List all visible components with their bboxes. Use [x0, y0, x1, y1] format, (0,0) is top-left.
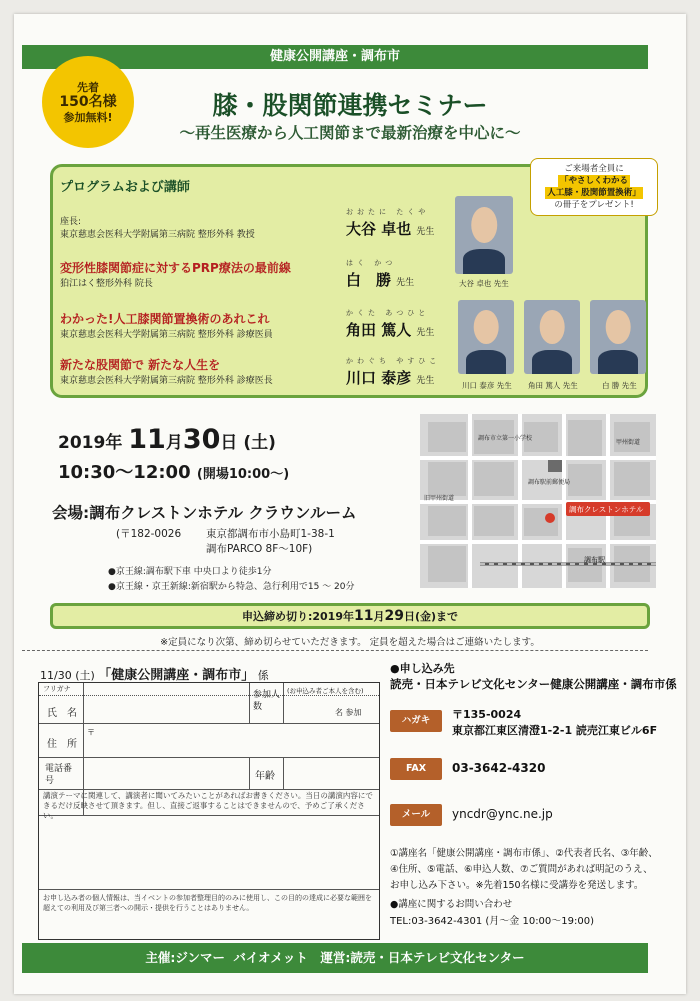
lecture2-suffix: 先生: [416, 328, 435, 338]
badge-line3: 参加無料!: [63, 110, 113, 124]
question-field[interactable]: [41, 817, 377, 887]
application-form: [38, 682, 380, 940]
badge-line1: 先着: [77, 80, 99, 94]
lecture3-affiliation: 東京慈恵会医科大学附属第三病院 整形外科 診療医長: [60, 376, 273, 386]
badge-line2: 150名様: [59, 93, 117, 110]
form-title-right: 係: [257, 669, 269, 682]
lecture1-affiliation: 狛江はく整形外科 院長: [60, 279, 153, 289]
photo-otani: [455, 196, 513, 274]
venue-address1: 東京都調布市小島町1-38-1: [206, 528, 335, 540]
venue-address2: 調布PARCO 8F〜10F): [206, 543, 313, 555]
name-field[interactable]: [85, 696, 247, 722]
chair-affiliation: 東京慈恵会医科大学附属第三病院 整形外科 教授: [60, 230, 255, 240]
event-month-unit: 月: [165, 433, 183, 453]
attend-note: (お申込み者ご本人を含む): [287, 687, 364, 695]
lecture2-name: 角田 篤人: [346, 321, 412, 339]
age-label: 年齢: [255, 771, 275, 782]
lecture2-title: わかった!人工膝関節置換術のあれこれ: [60, 312, 270, 326]
event-day-unit: 日: [220, 433, 238, 453]
venue-label: 会場: [52, 504, 84, 522]
map-station-label: 調布駅: [584, 556, 605, 564]
gift-line3: 人工膝・股関節置換術」: [547, 188, 641, 198]
venue-row: 会場:調布クレストンホテル クラウンルーム: [52, 504, 357, 522]
lecture3-suffix: 先生: [416, 376, 435, 386]
gift-line2: 「やさしくわかる: [559, 176, 628, 186]
map-hotel-label: 調布クレストンホテル: [569, 505, 644, 514]
caption-otani: 大谷 卓也 先生: [459, 279, 509, 288]
cut-line: [22, 650, 648, 651]
event-time: 10:30〜12:00: [58, 462, 191, 483]
deadline-banner: [50, 603, 650, 629]
address-label: 住 所: [47, 739, 77, 750]
lecture3-name: 川口 泰彦: [346, 369, 412, 387]
map-school-label: 調布市立第一小学校: [478, 435, 533, 442]
lecture1-name: 白 勝: [346, 271, 392, 289]
photo-kawaguchi: [458, 300, 514, 374]
privacy-note: お申し込み者の個人情報は、当イベントの参加者整理目的のみに使用し、この目的の達成に必要な範囲を超えての利用及び第三者への開示・提供を行うことはありません。: [43, 894, 372, 912]
photo-haku: [590, 300, 646, 374]
deadline-suffix: (金)まで: [414, 610, 459, 623]
event-date: [58, 424, 276, 455]
sponsor-banner: 主催:ジンマー バイオメット 運営:読売・日本テレビ文化センター: [22, 943, 648, 973]
contact-tel: TEL:03-3642-4301 (月〜金 10:00〜19:00): [390, 916, 595, 927]
address-postal-mark: 〒: [87, 728, 95, 737]
lecture2-speaker: [346, 319, 434, 340]
deadline-note: ※定員になり次第、締め切らせていただきます。 定員を超えた場合はご連絡いたします。: [160, 637, 540, 648]
instruction-line2: ④住所、⑤電話、⑥申込人数、⑦ご質問があれば明記のうえ、: [390, 864, 653, 875]
event-doors: (開場10:00〜): [196, 467, 290, 482]
hagaki-address: 東京都江東区清澄1-2-1 読売江東ビル6F: [452, 724, 658, 737]
lecture3-title: 新たな股関節で 新たな人生を: [60, 358, 221, 372]
gift-line1: ご来場者全員に: [564, 164, 624, 174]
lecture3-furigana: かわぐち やすひこ: [346, 357, 441, 365]
photo-kakuta: [524, 300, 580, 374]
event-year: 2019年: [58, 433, 123, 453]
caption-haku: 白 勝 先生: [602, 381, 637, 390]
chair-furigana: おおたに たくや: [346, 208, 430, 216]
event-time-row: [58, 458, 289, 484]
deadline-day-unit: 日: [403, 610, 415, 623]
deadline-prefix: 申込締め切り:2019年: [241, 610, 354, 623]
lecture1-furigana: はく かつ: [346, 259, 397, 267]
age-field[interactable]: [285, 759, 377, 787]
attend-label: 参加人数: [253, 690, 281, 712]
lecture1-title: 変形性膝関節症に対するPRP療法の最前線: [60, 261, 291, 275]
attend-unit: 名 参加: [335, 708, 362, 717]
apply-header: ●申し込み先: [390, 662, 455, 675]
map-koshu-label: 甲州街道: [616, 439, 641, 446]
address-field[interactable]: [85, 725, 377, 755]
deadline-month: 11: [353, 608, 374, 624]
contact-header: ●講座に関するお問い合わせ: [390, 899, 513, 910]
series-banner: 健康公開講座・調布市: [22, 45, 648, 69]
mail-address[interactable]: yncdr@ync.ne.jp: [452, 807, 553, 821]
lecture3-speaker: [346, 367, 434, 388]
name-label: 氏 名: [47, 708, 77, 719]
chair-label: 座長:: [60, 217, 82, 227]
question-note: 講演テーマに関連して、講演者に聞いてみたいことがあればお書きください。当日の講演内容にできるだけ反映させて頂きます。但し、直接ご返事することはできませんので、予めご了承ください。: [43, 791, 373, 820]
hagaki-label: ハガキ: [390, 710, 442, 732]
instruction-line3: お申し込み下さい。※先着150名様に受講券を発送します。: [390, 880, 644, 891]
chair-suffix: 先生: [416, 227, 435, 237]
form-title-date: 11/30 (土): [40, 669, 95, 682]
venue-name: 調布クレストンホテル クラウンルーム: [89, 504, 357, 522]
event-day: 30: [182, 424, 221, 455]
deadline-day: 29: [384, 608, 404, 624]
fax-number[interactable]: 03-3642-4320: [452, 761, 546, 775]
chair-speaker: [346, 218, 434, 239]
venue-postal: (〒182-0026: [116, 528, 182, 540]
event-weekday: (土): [243, 433, 276, 453]
gift-line4: の冊子をプレゼント!: [554, 200, 634, 210]
map-office-label: 調布駅前郵便局: [528, 479, 571, 486]
apply-org: 読売・日本テレビ文化センター健康公開講座・調布市係: [390, 677, 677, 691]
map-graphic: [420, 414, 656, 588]
program-heading: プログラムおよび講師: [60, 180, 190, 195]
mail-label: メール: [390, 804, 442, 826]
gift-bubble: [530, 158, 658, 216]
map-left-label: 旧甲州街道: [424, 495, 455, 502]
lecture1-speaker: [346, 269, 414, 290]
hagaki-postal: 〒135-0024: [452, 708, 522, 721]
seminar-subtitle: 〜再生医療から人工関節まで最新治療を中心に〜: [179, 124, 521, 142]
venue-map: [420, 414, 656, 588]
phone-field[interactable]: [85, 759, 247, 787]
event-month: 11: [128, 424, 166, 455]
fax-label: FAX: [390, 758, 442, 780]
access-line1: ●京王線:調布駅下車 中央口より徒歩1分: [108, 567, 272, 577]
phone-label: 電話番号: [45, 764, 73, 786]
form-title: [40, 664, 269, 683]
furigana-label: フリガナ: [43, 685, 71, 693]
chair-name: 大谷 卓也: [346, 220, 412, 238]
lecture2-furigana: かくた あつひと: [346, 309, 430, 317]
caption-kawaguchi: 川口 泰彦 先生: [462, 381, 512, 390]
caption-kakuta: 角田 篤人 先生: [528, 381, 578, 390]
access-line2: ●京王線・京王新線:新宿駅から特急、急行利用で15 〜 20分: [108, 582, 355, 592]
instruction-line1: ①講座名「健康公開講座・調布市係」、②代表者氏名、③年齢、: [390, 848, 658, 859]
lecture1-suffix: 先生: [396, 278, 415, 288]
seminar-title: 膝・股関節連携セミナー: [212, 91, 488, 120]
form-title-quote: 「健康公開講座・調布市」: [98, 668, 255, 683]
attend-count-field[interactable]: [285, 696, 333, 722]
deadline-month-unit: 月: [373, 610, 385, 623]
lecture2-affiliation: 東京慈恵会医科大学附属第三病院 整形外科 診療医員: [60, 330, 273, 340]
